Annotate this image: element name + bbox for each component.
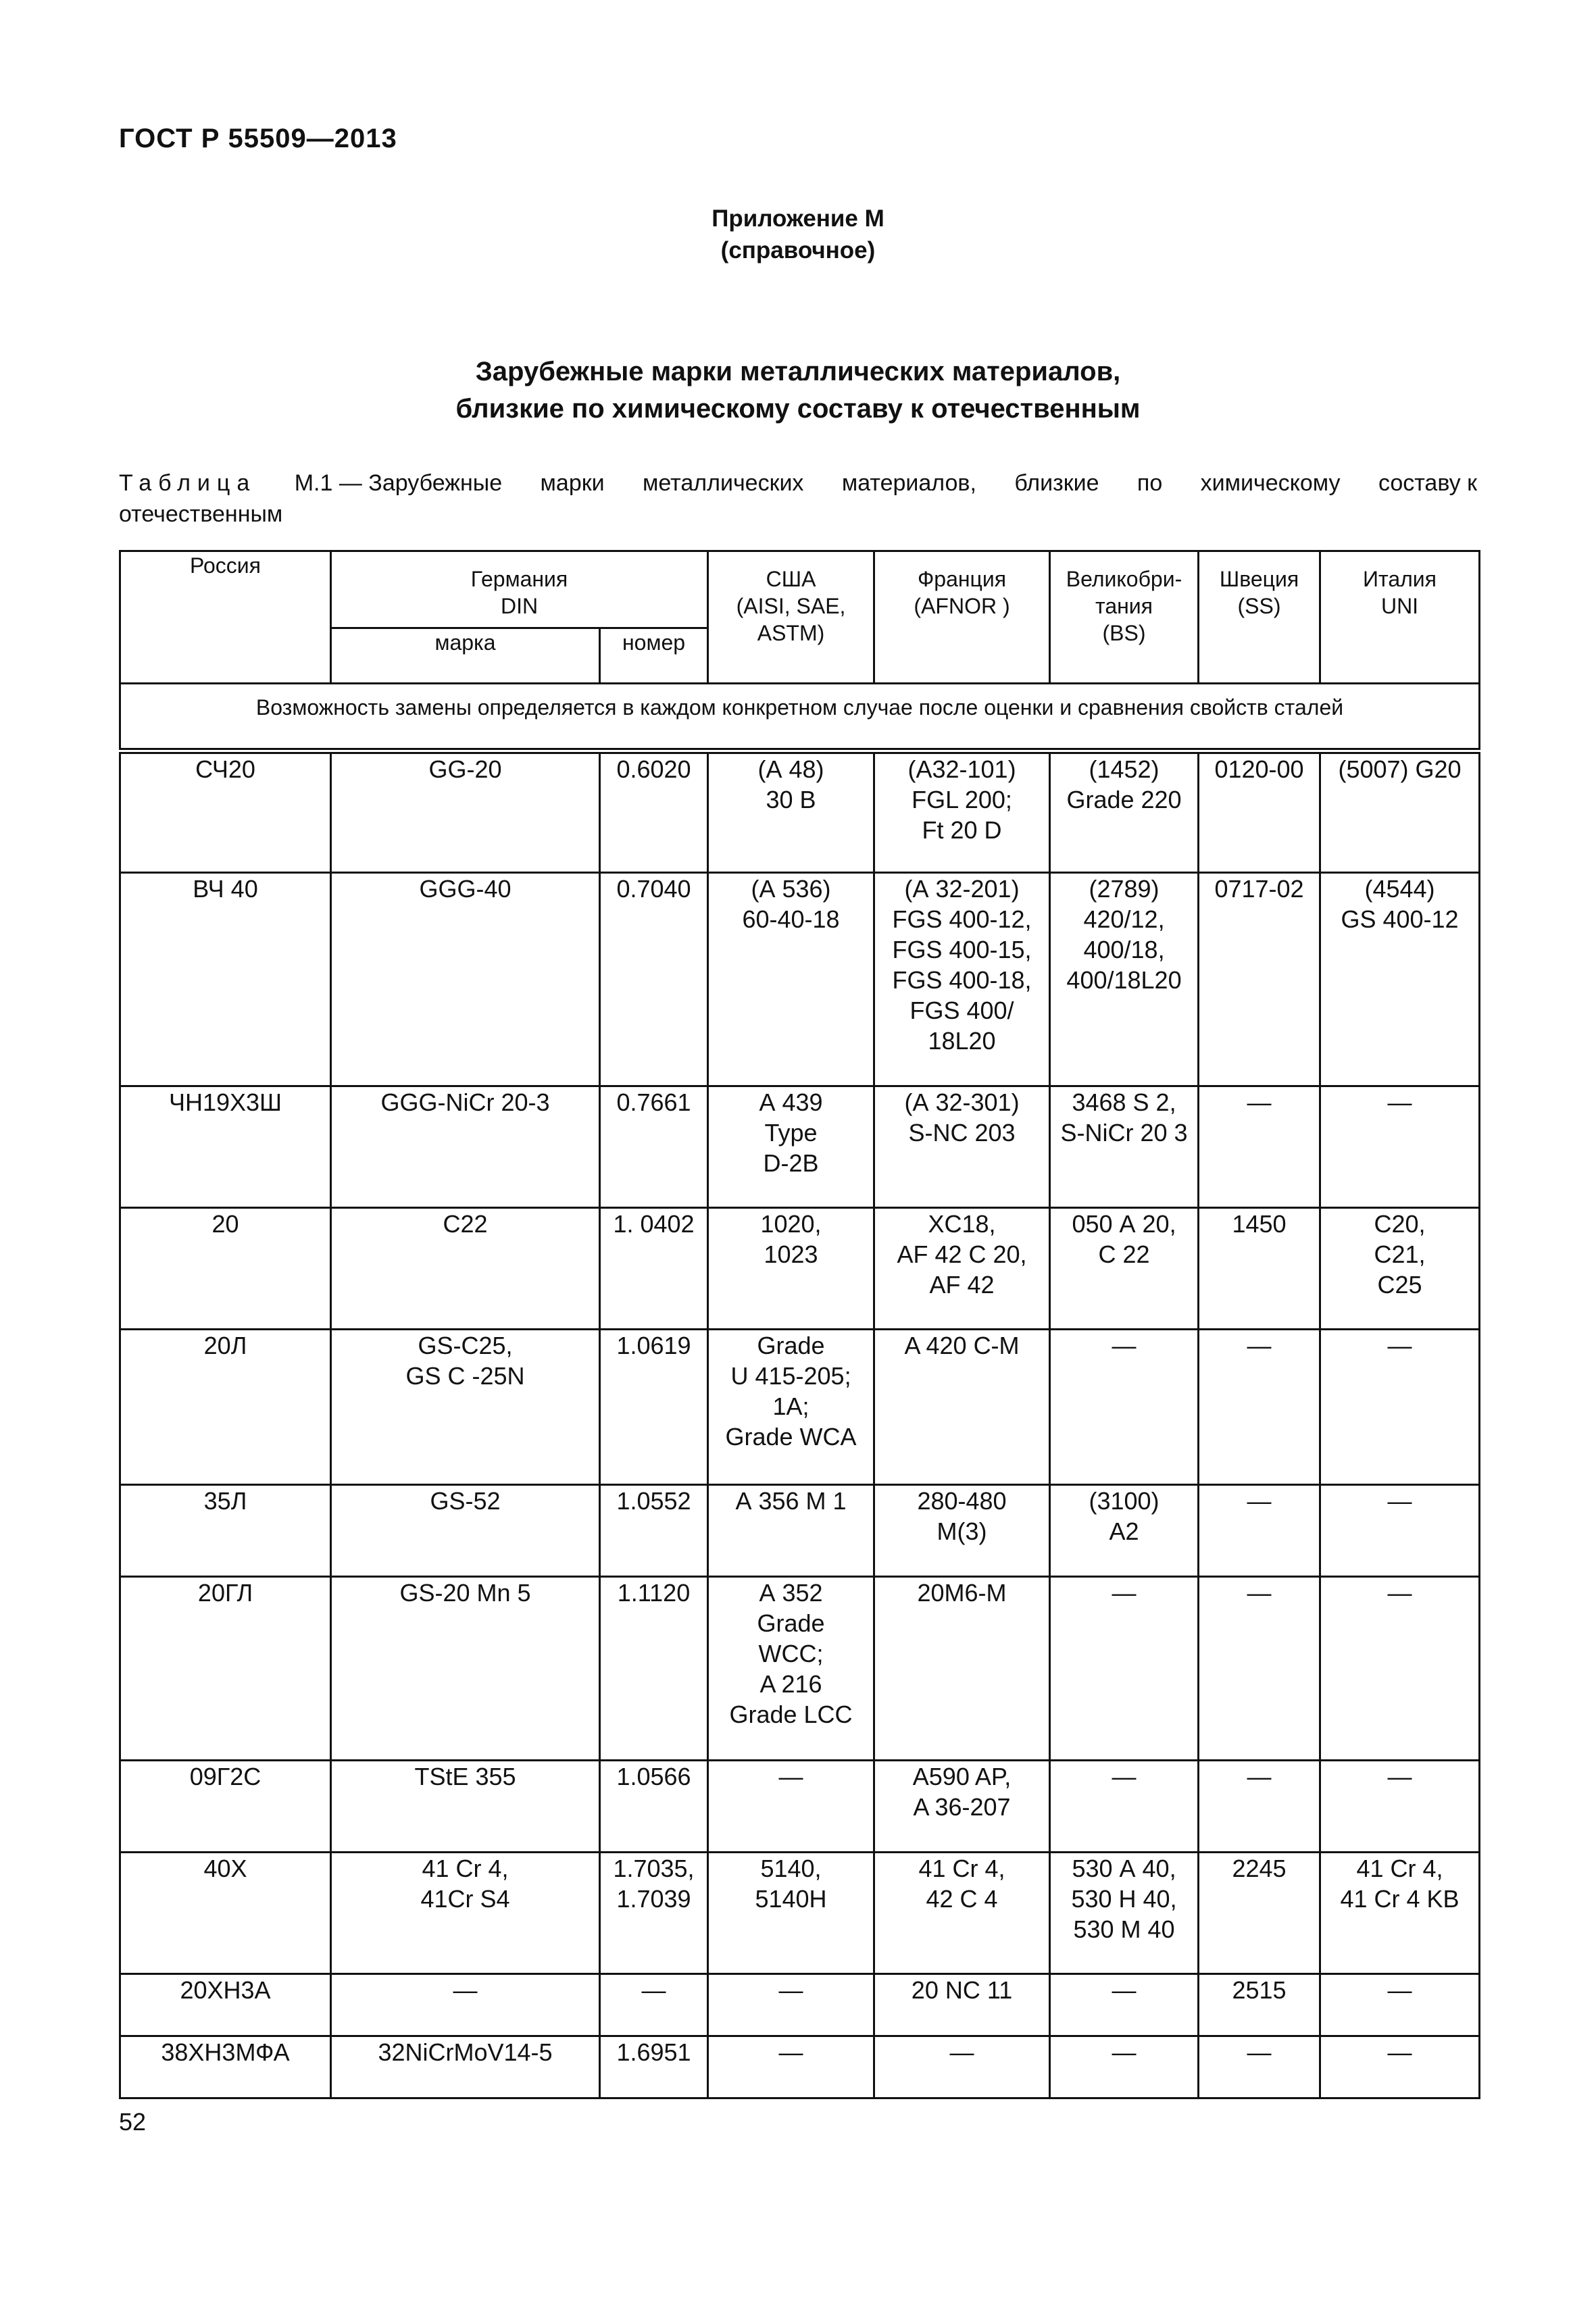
table-row <box>120 1577 1480 1761</box>
annex-type: (справочное) <box>720 237 876 263</box>
cell-germany-grade: GS-20 Mn 5 <box>331 1577 600 1761</box>
cell-italy: — <box>1320 1577 1480 1761</box>
cell-sweden: — <box>1199 1485 1320 1577</box>
cell-uk: 050 А 20, С 22 <box>1050 1208 1199 1330</box>
cell-germany-number: 1.0619 <box>600 1330 708 1485</box>
cell-usa: Grade U 415-205; 1A; Grade WCA <box>708 1330 874 1485</box>
annex-title <box>0 353 1596 428</box>
cell-italy: — <box>1320 1974 1480 2036</box>
cell-uk: 3468 S 2, S-NiCr 20 3 <box>1050 1086 1199 1208</box>
caption-word: по <box>1137 470 1163 496</box>
cell-germany-grade: GS-C25, GS С -25N <box>331 1330 600 1485</box>
cell-france: (А 32-301) S-NC 203 <box>874 1086 1050 1208</box>
table-caption-label: Таблица <box>119 470 257 496</box>
cell-usa: 1020, 1023 <box>708 1208 874 1330</box>
cell-germany-grade: GG-20 <box>331 751 600 873</box>
cell-germany-number: 1.1120 <box>600 1577 708 1761</box>
steel-grades-table <box>119 550 1480 2099</box>
cell-france: 280-480 M(3) <box>874 1485 1050 1577</box>
cell-sweden: 0717-02 <box>1199 873 1320 1086</box>
cell-uk: (2789) 420/12, 400/18, 400/18L20 <box>1050 873 1199 1086</box>
table-row <box>120 1485 1480 1577</box>
header-russia: Россия <box>120 551 331 684</box>
cell-italy: (4544) GS 400-12 <box>1320 873 1480 1086</box>
annex-heading <box>0 203 1596 266</box>
cell-usa: А 352 Grade WCC; A 216 Grade LCC <box>708 1577 874 1761</box>
cell-italy: (5007) G20 <box>1320 751 1480 873</box>
cell-italy: 41 Cr 4, 41 Cr 4 KB <box>1320 1853 1480 1974</box>
cell-russia: СЧ20 <box>120 751 331 873</box>
cell-usa: (А 48) 30 В <box>708 751 874 873</box>
cell-germany-grade: GGG-40 <box>331 873 600 1086</box>
cell-italy: — <box>1320 2036 1480 2098</box>
page-number: 52 <box>119 2108 147 2136</box>
cell-germany-number: 1.0552 <box>600 1485 708 1577</box>
cell-usa: — <box>708 1761 874 1853</box>
cell-italy: — <box>1320 1485 1480 1577</box>
table-row <box>120 751 1480 873</box>
document-code: ГОСТ Р 55509—2013 <box>119 124 397 153</box>
cell-france: (А 32-201) FGS 400-12, FGS 400-15, FGS 400-18, FGS 400/ 18L20 <box>874 873 1050 1086</box>
cell-usa: А 439 Type D-2B <box>708 1086 874 1208</box>
cell-sweden: — <box>1199 1086 1320 1208</box>
cell-germany-number: 1. 0402 <box>600 1208 708 1330</box>
cell-russia: 20ХН3А <box>120 1974 331 2036</box>
cell-france: 20M6-M <box>874 1577 1050 1761</box>
cell-italy: С20, С21, С25 <box>1320 1208 1480 1330</box>
cell-france: XC18, AF 42 С 20, AF 42 <box>874 1208 1050 1330</box>
cell-uk: — <box>1050 1761 1199 1853</box>
header-germany-number: номер <box>600 628 708 684</box>
header-germany: Германия DIN <box>331 551 708 628</box>
cell-germany-number: 0.6020 <box>600 751 708 873</box>
table-caption-line-2: отечественным <box>119 501 283 527</box>
cell-uk: — <box>1050 1330 1199 1485</box>
cell-france: 20 NC 11 <box>874 1974 1050 2036</box>
header-italy: Италия UNI <box>1320 551 1480 684</box>
caption-word: материалов, <box>841 470 976 496</box>
cell-uk: — <box>1050 2036 1199 2098</box>
cell-uk: — <box>1050 1974 1199 2036</box>
cell-italy: — <box>1320 1330 1480 1485</box>
table-caption-line-1 <box>119 468 1477 499</box>
cell-france: A590 AP, A 36-207 <box>874 1761 1050 1853</box>
cell-germany-number: 1.7035, 1.7039 <box>600 1853 708 1974</box>
cell-sweden: 0120-00 <box>1199 751 1320 873</box>
caption-word: металлических <box>643 470 804 496</box>
cell-russia: 20Л <box>120 1330 331 1485</box>
cell-usa: — <box>708 2036 874 2098</box>
cell-uk: 530 А 40, 530 Н 40, 530 М 40 <box>1050 1853 1199 1974</box>
table-header <box>120 551 1480 684</box>
cell-germany-grade: GS-52 <box>331 1485 600 1577</box>
table-row <box>120 1974 1480 2036</box>
cell-germany-grade: GGG-NiCr 20-3 <box>331 1086 600 1208</box>
caption-word: химическому <box>1200 470 1341 496</box>
table-row <box>120 1853 1480 1974</box>
cell-usa: А 356 M 1 <box>708 1485 874 1577</box>
annex-title-line-1: Зарубежные марки металлических материалов, <box>475 357 1121 386</box>
table-note: Возможность замены определяется в каждом конкретном случае после оценки и сравнения свойств сталей <box>120 684 1480 751</box>
cell-france: 41 Cr 4, 42 С 4 <box>874 1853 1050 1974</box>
header-germany-grade: марка <box>331 628 600 684</box>
cell-italy: — <box>1320 1761 1480 1853</box>
caption-word: М.1 — Зарубежные <box>294 470 503 496</box>
cell-sweden: — <box>1199 1577 1320 1761</box>
caption-word: марки <box>540 470 605 496</box>
header-sweden: Швеция (SS) <box>1199 551 1320 684</box>
table-row <box>120 1208 1480 1330</box>
header-france: Франция (AFNOR ) <box>874 551 1050 684</box>
cell-sweden: — <box>1199 1330 1320 1485</box>
table-note-row <box>120 684 1480 751</box>
header-uk: Великобри- тания (BS) <box>1050 551 1199 684</box>
cell-sweden: — <box>1199 1761 1320 1853</box>
cell-germany-number: 0.7040 <box>600 873 708 1086</box>
cell-germany-grade: 41 Cr 4, 41Cr S4 <box>331 1853 600 1974</box>
cell-sweden: 2245 <box>1199 1853 1320 1974</box>
table-row <box>120 1330 1480 1485</box>
table-row <box>120 2036 1480 2098</box>
cell-italy: — <box>1320 1086 1480 1208</box>
annex-name: Приложение М <box>712 205 884 232</box>
table-row <box>120 873 1480 1086</box>
cell-russia: 38ХН3МФА <box>120 2036 331 2098</box>
cell-russia: 09Г2С <box>120 1761 331 1853</box>
cell-germany-grade: — <box>331 1974 600 2036</box>
cell-sweden: 2515 <box>1199 1974 1320 2036</box>
header-usa: США (AISI, SAE, ASTM) <box>708 551 874 684</box>
cell-usa: 5140, 5140H <box>708 1853 874 1974</box>
caption-word: составу к <box>1378 470 1477 496</box>
cell-uk: (1452) Grade 220 <box>1050 751 1199 873</box>
cell-germany-grade: С22 <box>331 1208 600 1330</box>
cell-germany-number: — <box>600 1974 708 2036</box>
cell-russia: 20 <box>120 1208 331 1330</box>
table-body <box>120 684 1480 2098</box>
cell-germany-number: 0.7661 <box>600 1086 708 1208</box>
cell-russia: 40Х <box>120 1853 331 1974</box>
cell-russia: 35Л <box>120 1485 331 1577</box>
cell-france: — <box>874 2036 1050 2098</box>
cell-uk: (3100) A2 <box>1050 1485 1199 1577</box>
cell-sweden: 1450 <box>1199 1208 1320 1330</box>
cell-sweden: — <box>1199 2036 1320 2098</box>
table-row <box>120 1761 1480 1853</box>
cell-germany-number: 1.0566 <box>600 1761 708 1853</box>
caption-word: близкие <box>1014 470 1099 496</box>
cell-usa: (А 536) 60-40-18 <box>708 873 874 1086</box>
cell-germany-grade: 32NiCrMoV14-5 <box>331 2036 600 2098</box>
cell-russia: ЧН19Х3Ш <box>120 1086 331 1208</box>
cell-usa: — <box>708 1974 874 2036</box>
cell-france: (А32-101) FGL 200; Ft 20 D <box>874 751 1050 873</box>
cell-russia: 20ГЛ <box>120 1577 331 1761</box>
annex-title-line-2: близкие по химическому составу к отечественным <box>455 394 1141 424</box>
table-row <box>120 1086 1480 1208</box>
cell-uk: — <box>1050 1577 1199 1761</box>
cell-russia: ВЧ 40 <box>120 873 331 1086</box>
cell-france: A 420 C-M <box>874 1330 1050 1485</box>
cell-germany-number: 1.6951 <box>600 2036 708 2098</box>
table-caption <box>119 468 1477 530</box>
cell-germany-grade: TStE 355 <box>331 1761 600 1853</box>
